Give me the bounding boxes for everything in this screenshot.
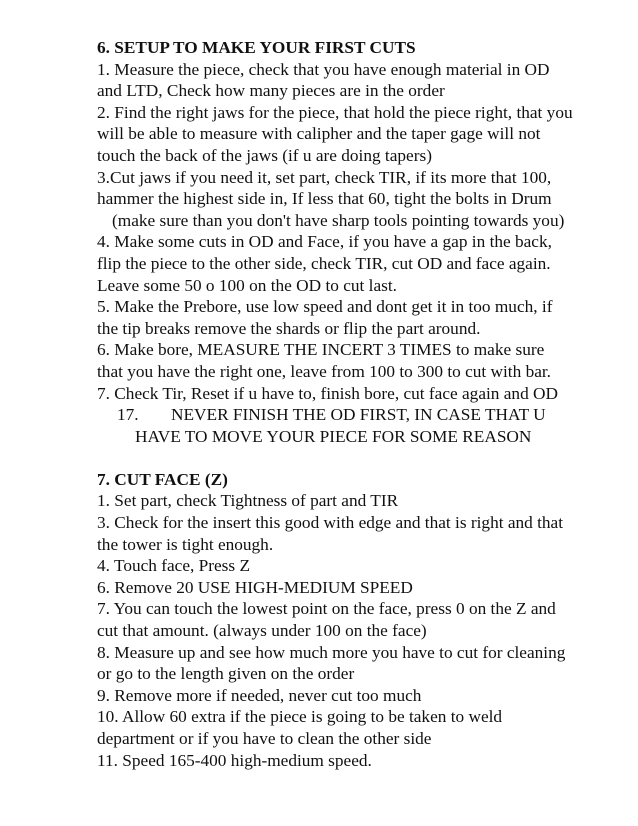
section-6-line: 4. Make some cuts in OD and Face, if you have a gap in the back,	[97, 232, 552, 252]
section-6-line: touch the back of the jaws (if u are doing tapers)	[97, 145, 432, 165]
section-7-line: 8. Measure up and see how much more you have to cut for cleaning	[97, 642, 566, 662]
section-6-line: and LTD, Check how many pieces are in the order	[97, 81, 445, 101]
section-7-line: department or if you have to clean the other side	[97, 729, 432, 748]
section-7-line: 7. You can touch the lowest point on the face, press 0 on the Z and	[97, 599, 556, 619]
section-6-line: the tip breaks remove the shards or flip the part around.	[97, 318, 481, 338]
section-6-line: will be able to measure with calipher and the taper gage will not	[97, 124, 541, 144]
section-6-line: 2. Find the right jaws for the piece, that hold the piece right, that you	[97, 102, 573, 122]
section-6-line: 7. Check Tir, Reset if u have to, finish bore, cut face again and OD	[97, 383, 558, 403]
section-7-line: 3. Check for the insert this good with edge and that is right and that	[97, 513, 564, 533]
section-7-line: or go to the length given on the order	[97, 664, 355, 684]
warning-line: HAVE TO MOVE YOUR PIECE FOR SOME REASON	[135, 426, 532, 446]
section-6-line: 6. Make bore, MEASURE THE INCERT 3 TIMES to make sure	[97, 340, 545, 360]
section-6-line: hammer the highest side in, If less that 60, tight the bolts in Drum	[97, 189, 552, 209]
section-6-line: 1. Measure the piece, check that you have enough material in OD	[97, 59, 550, 79]
section-6-line: 5. Make the Prebore, use low speed and dont get it in too much, if	[97, 297, 553, 317]
section-7-line: the tower is tight enough.	[97, 534, 274, 554]
section-6-line: 3.Cut jaws if you need it, set part, check TIR, if its more that 100,	[97, 167, 552, 187]
section-7-line: 9. Remove more if needed, never cut too much	[97, 685, 422, 705]
section-6-line: (make sure than you don't have sharp tools pointing towards you)	[112, 210, 565, 230]
section-6-title: 6. SETUP TO MAKE YOUR FIRST CUTS	[97, 38, 416, 57]
section-6-line: that you have the right one, leave from 100 to 300 to cut with bar.	[97, 361, 552, 381]
section-7-line: 6. Remove 20 USE HIGH-MEDIUM SPEED	[97, 577, 413, 597]
section-7-line: cut that amount. (always under 100 on the face)	[97, 621, 427, 641]
section-7-line: 11. Speed 165-400 high-medium speed.	[97, 750, 372, 770]
warning-line	[97, 404, 627, 426]
section-6-line: Leave some 50 o 100 on the OD to cut last.	[97, 275, 397, 295]
section-7-line: 10. Allow 60 extra if the piece is going to be taken to weld	[97, 707, 503, 727]
section-7-title: 7. CUT FACE (Z)	[97, 469, 228, 489]
warning-text: NEVER FINISH THE OD FIRST, IN CASE THAT U	[171, 405, 546, 425]
warning-number: 17.	[117, 405, 139, 425]
section-6-line: flip the piece to the other side, check TIR, cut OD and face again.	[97, 253, 551, 273]
document-page	[97, 37, 627, 771]
section-spacer	[97, 447, 627, 469]
section-7-line: 4. Touch face, Press Z	[97, 556, 250, 576]
section-7-line: 1. Set part, check Tightness of part and TIR	[97, 491, 399, 511]
